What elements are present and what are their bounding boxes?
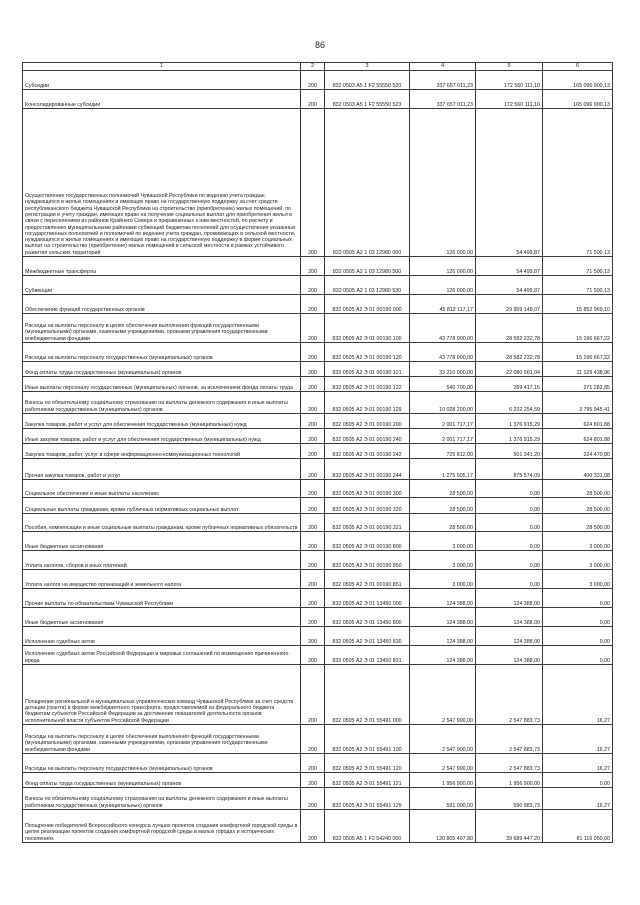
table-cell-a: 200 <box>301 570 325 589</box>
table-cell-name: Расходы на выплаты персоналу государственных (муниципальных) органов <box>23 754 301 773</box>
table-cell-c4: 10 028 200,00 <box>410 392 476 414</box>
table-row <box>23 570 613 589</box>
table-cell-c4: 126 000,00 <box>410 109 476 257</box>
table-row <box>23 459 613 480</box>
table-cell-c4: 2 001 717,17 <box>410 429 476 444</box>
table-cell-c6: 15 196 667,22 <box>543 314 613 343</box>
table-cell-c5: 124 388,00 <box>476 589 543 608</box>
table-cell-c4: 2 547 900,00 <box>410 665 476 725</box>
table-cell-name: Уплата налогов, сборов и иных платежей <box>23 551 301 570</box>
table-cell-a: 200 <box>301 257 325 276</box>
table-cell-c6: 28 500,00 <box>543 514 613 532</box>
table-cell-name: Расходы на выплаты персоналу в целях обеспечения выполнения функций государственными (муниципальными) органами, казенными учреждениями, органами управления государственными внебюджетными фондами <box>23 314 301 343</box>
table-cell-c4: 1 275 905,17 <box>410 459 476 480</box>
table-cell-a: 200 <box>301 725 325 754</box>
table-cell-name: Прочие выплаты по обязательствам Чувашской Республики <box>23 589 301 608</box>
table-row <box>23 725 613 754</box>
table-cell-name: Поощрение региональной и муниципальных управленческих команд Чувашской Республики за счет средств дотации (гранта) в форме межбюджетного трансферта, предоставляемой из федерального бюджета бюджетам субъектов Российской Федерации за достижение показателей деятельности органов исполнительной власти субъектов Российской Федерации <box>23 665 301 725</box>
table-cell-b: 832 0505 А2 1 03 12980 530 <box>325 276 410 295</box>
table-row <box>23 514 613 532</box>
table-cell-c4: 33 210 000,00 <box>410 362 476 377</box>
table-cell-c6: 28 500,00 <box>543 498 613 514</box>
table-cell-c6: 15 852 969,10 <box>543 295 613 314</box>
table-cell-c5: 54 499,87 <box>476 257 543 276</box>
table-cell-c4: 124 388,00 <box>410 627 476 646</box>
table-cell-name: Осуществление государственных полномочий Чувашской Республики по ведению учета граждан, нуждающихся в жилых помещениях и имеющих право на государственную поддержку за счет средств республиканского бюджета Чувашской Республики на строительство (приобретение) жилых помещений, по регистрации и учету граждан, имеющих право на получение социальных выплат для приобретения жилья в связи с переселением из районов Крайнего Севера и приравненных к ним местностей, по расчету и предоставлению муниципальными районами субвенций бюджетам поселений для осуществления указанных государственных полномочий и полномочий по ведению учета граждан, проживающих в сельской местности, нуждающихся в жилых помещениях и имеющих право на государственную поддержку в форме социальных выплат на строительство (приобретение) жилых помещений в сельской местности в рамках устойчивого развития сельских территорий <box>23 109 301 257</box>
table-cell-c5: 172 560 111,10 <box>476 71 543 90</box>
table-row <box>23 773 613 788</box>
table-cell-b: 832 0505 А2 Э 01 55491 100 <box>325 725 410 754</box>
table-cell-b: 832 0503 А5 1 F2 55550 520 <box>325 71 410 90</box>
table-cell-name: Уплата налога на имущество организаций и земельного налога <box>23 570 301 589</box>
table-cell-b: 832 0505 А2 Э 01 00190 321 <box>325 514 410 532</box>
table-cell-b: 832 0505 А2 Э 01 13450 800 <box>325 608 410 627</box>
table-cell-b: 832 0505 А2 Э 01 55491 000 <box>325 665 410 725</box>
table-cell-a: 200 <box>301 90 325 109</box>
table-cell-c4: 45 812 117,17 <box>410 295 476 314</box>
table-row <box>23 589 613 608</box>
table-row <box>23 551 613 570</box>
table-cell-a: 200 <box>301 608 325 627</box>
table-cell-name: Исполнение судебных актов Российской Федерации и мировых соглашений по возмещению причиненного вреда <box>23 646 301 665</box>
table-cell-b: 832 0505 А2 Э 01 00190 240 <box>325 429 410 444</box>
table-cell-c6: 16,27 <box>543 788 613 810</box>
table-cell-name: Взносы по обязательному социальному страхованию на выплаты денежного содержания и иные выплаты работникам государственных (муниципальных) органов <box>23 788 301 810</box>
table-cell-a: 200 <box>301 788 325 810</box>
table-cell-c4: 3 000,00 <box>410 551 476 570</box>
table-row <box>23 109 613 257</box>
table-cell-c6: 165 096 900,13 <box>543 90 613 109</box>
table-cell-c6: 16,27 <box>543 754 613 773</box>
table-cell-b: 832 0505 А2 Э 01 55491 120 <box>325 754 410 773</box>
table-cell-a: 200 <box>301 276 325 295</box>
table-cell-a: 200 <box>301 414 325 429</box>
table-cell-name: Консолидированные субсидии <box>23 90 301 109</box>
table-cell-a: 200 <box>301 480 325 498</box>
table-cell-c4: 43 778 900,00 <box>410 343 476 362</box>
table-cell-c6: 224 470,80 <box>543 444 613 459</box>
table-cell-c5: 28 582 232,78 <box>476 343 543 362</box>
table-cell-c6: 3 000,00 <box>543 532 613 551</box>
table-cell-a: 200 <box>301 589 325 608</box>
table-cell-c6: 0,00 <box>543 646 613 665</box>
table-cell-b: 832 0505 А2 Э 01 00190 244 <box>325 459 410 480</box>
table-row <box>23 71 613 90</box>
table-cell-c5: 269 417,15 <box>476 377 543 392</box>
table-cell-c6: 71 500,13 <box>543 109 613 257</box>
table-cell-c4: 28 500,00 <box>410 514 476 532</box>
table-cell-c6: 624 801,88 <box>543 414 613 429</box>
table-cell-c5: 172 560 111,10 <box>476 90 543 109</box>
table-cell-name: Субсидии <box>23 71 301 90</box>
table-cell-b: 832 0505 А2 1 03 12980 000 <box>325 109 410 257</box>
table-cell-b: 832 0505 А2 Э 01 00190 320 <box>325 498 410 514</box>
table-cell-c6: 0,00 <box>543 589 613 608</box>
table-cell-c4: 337 657 011,23 <box>410 71 476 90</box>
table-cell-a: 200 <box>301 754 325 773</box>
table-cell-c5: 0,00 <box>476 551 543 570</box>
table-cell-c6: 271 282,85 <box>543 377 613 392</box>
page-number: 86 <box>314 40 325 50</box>
table-row <box>23 377 613 392</box>
table-cell-b: 832 0505 А2 Э 01 00190 851 <box>325 570 410 589</box>
table-cell-c5: 124 388,00 <box>476 608 543 627</box>
table-cell-b: 832 0505 А2 Э 01 13450 830 <box>325 627 410 646</box>
table-cell-b: 832 0505 А5 1 F2 54240 000 <box>325 810 410 843</box>
table-cell-a: 200 <box>301 773 325 788</box>
table-cell-c5: 2 547 883,73 <box>476 754 543 773</box>
table-cell-name: Фонд оплаты труда государственных (муниципальных) органов <box>23 773 301 788</box>
table-row <box>23 276 613 295</box>
table-cell-a: 200 <box>301 627 325 646</box>
table-row <box>23 810 613 843</box>
table-cell-c4: 725 812,00 <box>410 444 476 459</box>
table-cell-c5: 2 547 883,73 <box>476 665 543 725</box>
table-cell-name: Межбюджетные трансферты <box>23 257 301 276</box>
table-cell-c6: 16,27 <box>543 725 613 754</box>
table-cell-c5: 0,00 <box>476 514 543 532</box>
table-cell-b: 832 0505 А2 Э 01 13450 000 <box>325 589 410 608</box>
table-cell-c6: 11 129 438,96 <box>543 362 613 377</box>
table-cell-c4: 126 000,00 <box>410 276 476 295</box>
table-cell-b: 832 0505 А2 Э 01 00190 800 <box>325 532 410 551</box>
table-cell-c4: 126 000,00 <box>410 257 476 276</box>
table-cell-b: 832 0505 А2 Э 01 55491 121 <box>325 773 410 788</box>
table-cell-name: Социальные выплаты гражданам, кроме публичных нормативных социальных выплат <box>23 498 301 514</box>
table-cell-name: Обеспечение функций государственных органов <box>23 295 301 314</box>
table-row <box>23 627 613 646</box>
table-cell-b: 832 0505 А2 Э 01 00190 121 <box>325 362 410 377</box>
table-cell-c5: 28 582 232,78 <box>476 314 543 343</box>
table-cell-c6: 400 331,08 <box>543 459 613 480</box>
table-cell-name: Иные бюджетные ассигнования <box>23 608 301 627</box>
table-cell-a: 200 <box>301 362 325 377</box>
table-cell-a: 200 <box>301 444 325 459</box>
table-cell-b: 832 0505 А2 Э 01 55491 129 <box>325 788 410 810</box>
table-cell-b: 832 0505 А2 Э 01 00190 200 <box>325 414 410 429</box>
table-cell-c5: 501 341,20 <box>476 444 543 459</box>
table-row <box>23 480 613 498</box>
table-cell-c5: 0,00 <box>476 498 543 514</box>
table-cell-name: Прочая закупка товаров, работ и услуг <box>23 459 301 480</box>
table-cell-a: 200 <box>301 459 325 480</box>
table-cell-b: 832 0505 А2 Э 01 00190 120 <box>325 343 410 362</box>
table-cell-c6: 0,00 <box>543 773 613 788</box>
table-cell-c4: 2 547 900,00 <box>410 754 476 773</box>
table-cell-name: Социальное обеспечение и иные выплаты населению <box>23 480 301 498</box>
table-cell-c5: 54 499,87 <box>476 109 543 257</box>
table-row <box>23 414 613 429</box>
table-cell-c6: 3 000,00 <box>543 570 613 589</box>
table-cell-a: 200 <box>301 810 325 843</box>
table-cell-c6: 15 196 667,22 <box>543 343 613 362</box>
table-cell-c4: 28 500,00 <box>410 498 476 514</box>
table-cell-c6: 71 500,13 <box>543 257 613 276</box>
table-cell-name: Исполнение судебных актов <box>23 627 301 646</box>
table-row <box>23 788 613 810</box>
column-header: 1 <box>23 63 301 71</box>
table-cell-a: 200 <box>301 392 325 414</box>
table-cell-c6: 0,00 <box>543 627 613 646</box>
table-cell-c5: 0,00 <box>476 570 543 589</box>
table-cell-a: 200 <box>301 343 325 362</box>
table-row <box>23 314 613 343</box>
table-cell-a: 200 <box>301 71 325 90</box>
table-cell-name: Иные бюджетные ассигнования <box>23 532 301 551</box>
budget-table <box>22 62 613 843</box>
table-cell-a: 200 <box>301 314 325 343</box>
table-cell-name: Закупка товаров, работ и услуг для обеспечения государственных (муниципальных) нужд <box>23 414 301 429</box>
table-cell-c6: 71 500,13 <box>543 276 613 295</box>
table-cell-b: 832 0503 А5 1 F2 55550 523 <box>325 90 410 109</box>
column-header: 3 <box>325 63 410 71</box>
table-cell-b: 832 0505 А2 Э 01 00190 122 <box>325 377 410 392</box>
table-cell-name: Поощрение победителей Всероссийского конкурса лучших проектов создания комфортной городской среды в целях реализации проектов создания комфортной городской среды в малых городах и исторических поселениях <box>23 810 301 843</box>
table-row <box>23 90 613 109</box>
table-cell-a: 200 <box>301 665 325 725</box>
table-cell-b: 832 0505 А2 Э 01 00190 300 <box>325 480 410 498</box>
table-cell-c5: 22 080 561,04 <box>476 362 543 377</box>
table-cell-name: Фонд оплаты труда государственных (муниципальных) органов <box>23 362 301 377</box>
table-cell-a: 200 <box>301 429 325 444</box>
table-cell-c6: 28 500,00 <box>543 480 613 498</box>
table-row <box>23 257 613 276</box>
table-cell-c6: 0,00 <box>543 608 613 627</box>
table-cell-c5: 1 376 915,29 <box>476 414 543 429</box>
table-cell-c5: 6 232 254,59 <box>476 392 543 414</box>
table-row <box>23 429 613 444</box>
table-cell-name: Иные закупки товаров, работ и услуг для обеспечения государственных (муниципальных) нужд <box>23 429 301 444</box>
table-row <box>23 754 613 773</box>
table-cell-name: Взносы по обязательному социальному страхованию на выплаты денежного содержания и иные выплаты работникам государственных (муниципальных) органов <box>23 392 301 414</box>
column-header: 4 <box>410 63 476 71</box>
table-cell-b: 832 0505 А2 1 03 12980 500 <box>325 257 410 276</box>
table-cell-c5: 875 574,09 <box>476 459 543 480</box>
table-cell-a: 200 <box>301 377 325 392</box>
table-row <box>23 608 613 627</box>
table-cell-c4: 124 388,00 <box>410 646 476 665</box>
table-cell-c6: 81 116 050,60 <box>543 810 613 843</box>
table-cell-c5: 124 388,00 <box>476 627 543 646</box>
table-row <box>23 295 613 314</box>
table-cell-a: 200 <box>301 295 325 314</box>
table-cell-name: Расходы на выплаты персоналу государственных (муниципальных) органов <box>23 343 301 362</box>
table-cell-c4: 337 657 011,23 <box>410 90 476 109</box>
table-cell-c5: 0,00 <box>476 480 543 498</box>
table-cell-name: Закупка товаров, работ, услуг в сфере информационно-коммуникационных технологий <box>23 444 301 459</box>
table-cell-name: Иные выплаты персоналу государственных (муниципальных) органов, за исключением фонда оплаты труда <box>23 377 301 392</box>
table-cell-c4: 2 547 900,00 <box>410 725 476 754</box>
table-cell-c6: 3 000,00 <box>543 551 613 570</box>
table-cell-c5: 1 376 915,29 <box>476 429 543 444</box>
table-cell-c6: 3 795 945,41 <box>543 392 613 414</box>
table-cell-c5: 2 547 883,73 <box>476 725 543 754</box>
table-cell-c5: 29 959 148,07 <box>476 295 543 314</box>
column-header: 2 <box>301 63 325 71</box>
table-cell-b: 832 0505 А2 Э 01 00190 850 <box>325 551 410 570</box>
table-cell-name: Пособия, компенсации и иные социальные выплаты гражданам, кроме публичных нормативных обязательств <box>23 514 301 532</box>
table-row <box>23 646 613 665</box>
column-header: 5 <box>476 63 543 71</box>
table-cell-c6: 16,27 <box>543 665 613 725</box>
table-cell-a: 200 <box>301 514 325 532</box>
table-row <box>23 532 613 551</box>
table-cell-b: 832 0505 А2 Э 01 00190 129 <box>325 392 410 414</box>
table-cell-a: 200 <box>301 109 325 257</box>
table-cell-c4: 124 388,00 <box>410 589 476 608</box>
table-cell-b: 832 0505 А2 Э 01 00190 100 <box>325 314 410 343</box>
table-cell-c4: 43 778 900,00 <box>410 314 476 343</box>
table-cell-c4: 591 000,00 <box>410 788 476 810</box>
table-cell-a: 200 <box>301 646 325 665</box>
table-row <box>23 444 613 459</box>
table-cell-c5: 54 499,87 <box>476 276 543 295</box>
table-cell-c5: 1 956 900,00 <box>476 773 543 788</box>
table-cell-c4: 3 000,00 <box>410 570 476 589</box>
table-cell-c6: 165 096 900,13 <box>543 71 613 90</box>
column-header: 6 <box>543 63 613 71</box>
table-cell-c4: 540 700,00 <box>410 377 476 392</box>
table-cell-c5: 124 388,00 <box>476 646 543 665</box>
table-cell-c4: 3 000,00 <box>410 532 476 551</box>
table-cell-b: 832 0505 А2 Э 01 13450 831 <box>325 646 410 665</box>
table-cell-b: 832 0505 А2 Э 01 00190 000 <box>325 295 410 314</box>
table-cell-c5: 39 689 447,20 <box>476 810 543 843</box>
table-row <box>23 343 613 362</box>
table-cell-c5: 0,00 <box>476 532 543 551</box>
table-cell-name: Субвенции <box>23 276 301 295</box>
table-cell-c4: 124 388,00 <box>410 608 476 627</box>
table-cell-a: 200 <box>301 498 325 514</box>
budget-table-body <box>23 63 613 843</box>
table-cell-c4: 28 500,00 <box>410 480 476 498</box>
table-cell-a: 200 <box>301 551 325 570</box>
table-row <box>23 498 613 514</box>
table-row <box>23 362 613 377</box>
table-cell-c4: 1 956 900,00 <box>410 773 476 788</box>
table-cell-a: 200 <box>301 532 325 551</box>
column-number-row <box>23 63 613 71</box>
table-cell-b: 832 0505 А2 Э 01 00190 242 <box>325 444 410 459</box>
table-cell-c4: 2 001 717,17 <box>410 414 476 429</box>
table-cell-c4: 120 805 497,80 <box>410 810 476 843</box>
table-cell-c6: 624 801,88 <box>543 429 613 444</box>
table-row <box>23 665 613 725</box>
table-cell-c5: 590 983,73 <box>476 788 543 810</box>
table-cell-name: Расходы на выплаты персоналу в целях обеспечения выполнения функций государственными (муниципальными) органами, казенными учреждениями, органами управления государственными внебюджетными фондами <box>23 725 301 754</box>
table-row <box>23 392 613 414</box>
